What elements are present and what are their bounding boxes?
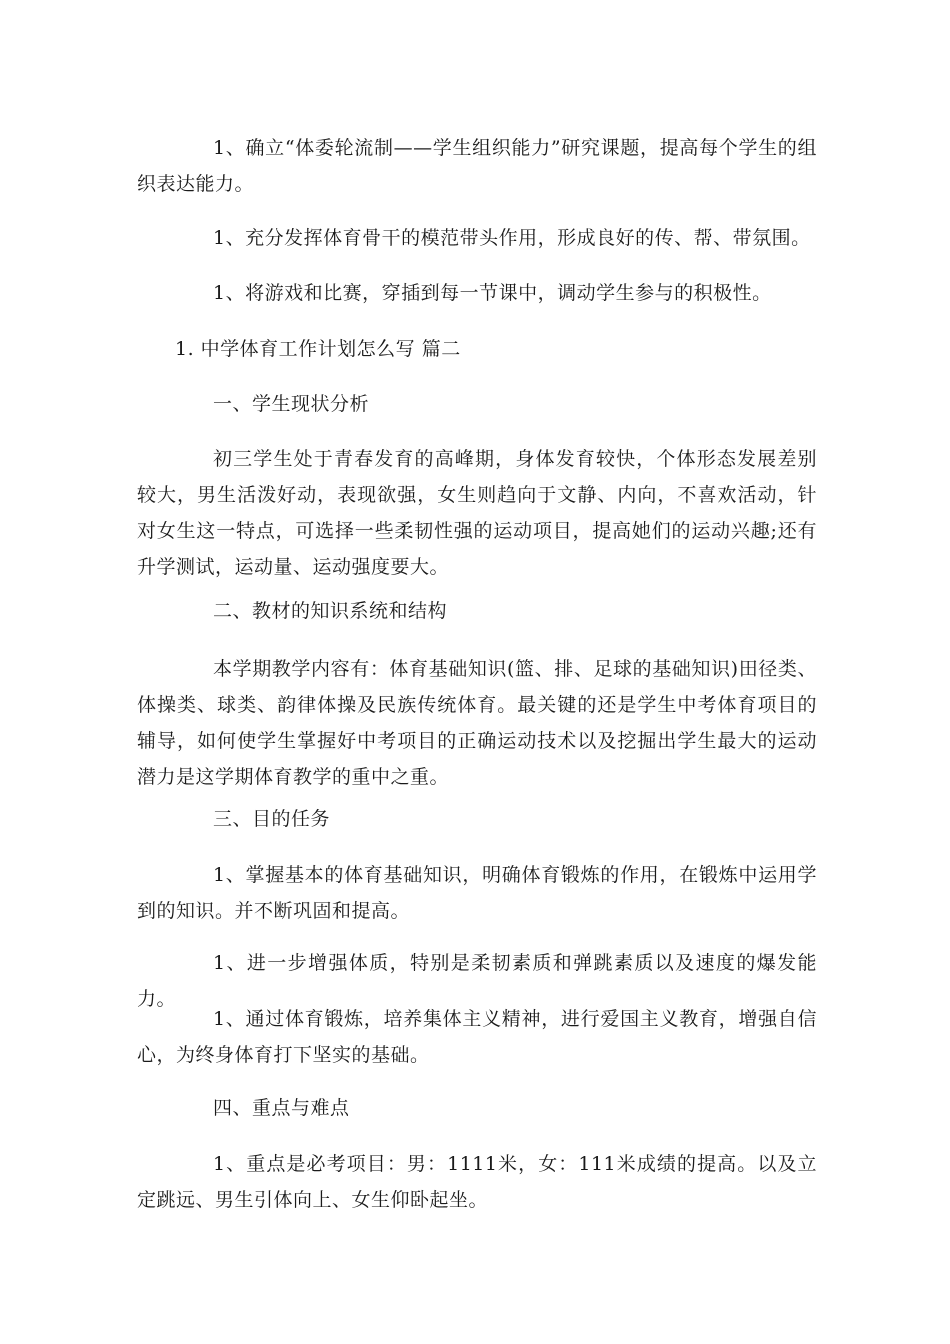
heading-curriculum-structure: 二、教材的知识系统和结构 [213,600,448,622]
paragraph-objective-spirit: 1、通过体育锻炼，培养集体主义精神，进行爱国主义教育，增强自信心，为终身体育打下坚实的基础。 [137,1008,817,1066]
paragraph-games-competitions: 1、将游戏和比赛，穿插到每一节课中，调动学生参与的积极性。 [213,282,772,304]
paragraph-backbone-role: 1、充分发挥体育骨干的模范带头作用，形成良好的传、帮、带氛围。 [213,227,811,249]
paragraph-key-exam-items: 1、重点是必考项目：男：1111米，女：111米成绩的提高。以及立定跳远、男生引体向上、女生仰卧起坐。 [137,1153,817,1211]
heading-key-points: 四、重点与难点 [213,1097,350,1119]
heading-student-analysis: 一、学生现状分析 [213,393,370,415]
paragraph-student-analysis: 初三学生处于青春发育的高峰期，身体发育较快，个体形态发展差别较大，男生活泼好动，表现欲强，女生则趋向于文静、内向，不喜欢活动，针对女生这一特点，可选择一些柔韧性强的运动项目，提高她们的运动兴趣;还有升学测试，运动量、运动强度要大。 [137,448,817,578]
paragraph-objective-fitness: 1、进一步增强体质，特别是柔韧素质和弹跳素质以及速度的爆发能力。 [137,952,817,1010]
paragraph-objective-knowledge: 1、掌握基本的体育基础知识，明确体育锻炼的作用，在锻炼中运用学到的知识。并不断巩固和提高。 [137,864,817,922]
paragraph-curriculum-content: 本学期教学内容有：体育基础知识(篮、排、足球的基础知识)田径类、体操类、球类、韵律体操及民族传统体育。最关键的还是学生中考体育项目的辅导，如何使学生掌握好中考项目的正确运动技术以及挖掘出学生最大的运动潜力是这学期体育教学的重中之重。 [137,658,817,788]
paragraph-class-committee-rotation: 1、确立“体委轮流制——学生组织能力”研究课题，提高每个学生的组织表达能力。 [137,137,817,195]
section-title-part-two: 1. 中学体育工作计划怎么写 篇二 [175,338,461,360]
heading-objectives: 三、目的任务 [213,808,331,830]
